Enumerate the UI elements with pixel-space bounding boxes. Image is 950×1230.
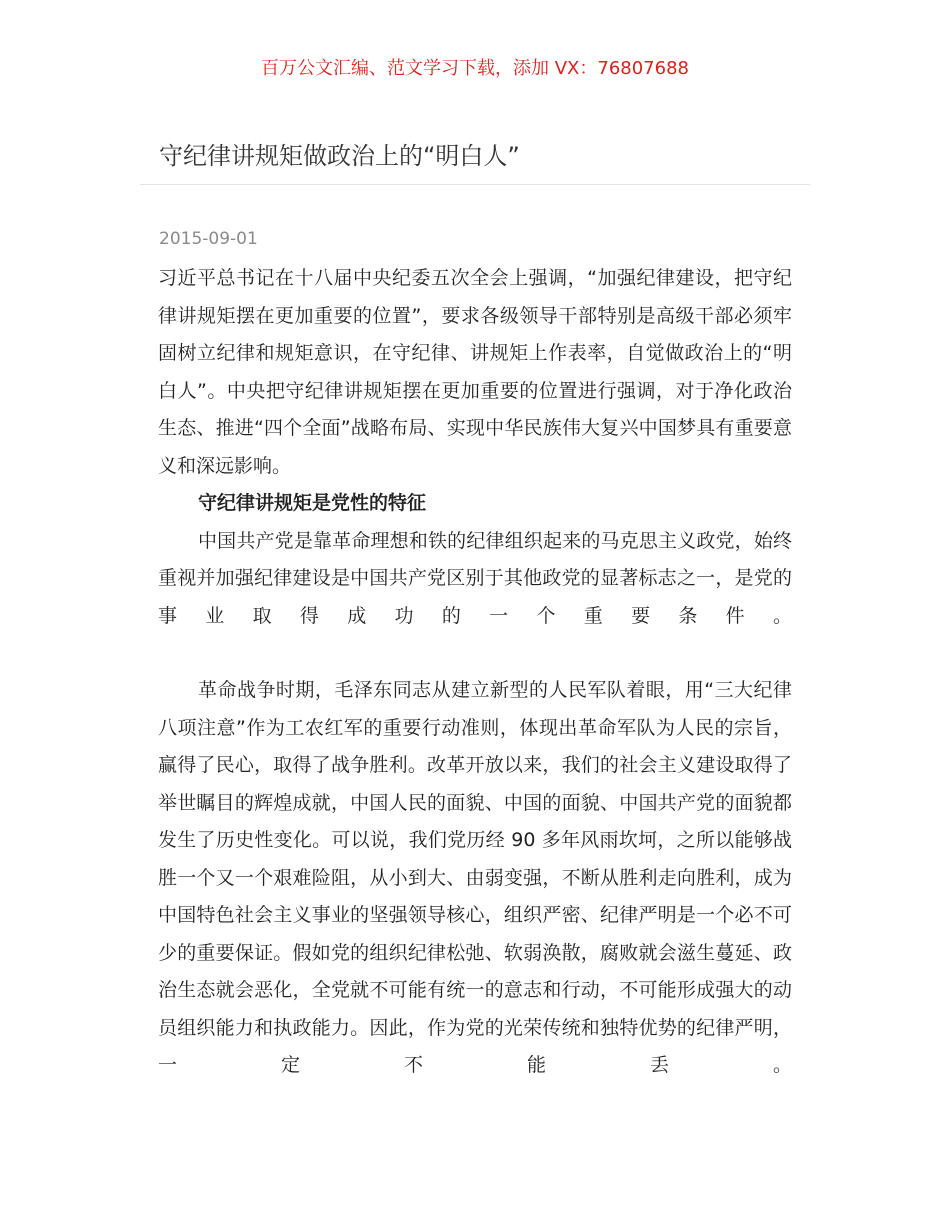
article-title: 守纪律讲规矩做政治上的“明白人” — [159, 142, 520, 170]
publish-date: 2015-09-01 — [159, 229, 258, 249]
article-paragraph-intro: 习近平总书记在十八届中央纪委五次全会上强调，“加强纪律建设，把守纪律讲规矩摆在更加重要的位置”，要求各级领导干部特别是高级干部必须牢固树立纪律和规矩意识，在守纪律、讲规矩上作表率，自觉做政治上的“明白人”。中央把守纪律讲规矩摆在更加重要的位置进行强调，对于净化政治生态、推进“四个全面”战略布局、实现中华民族伟大复兴中国梦具有重要意义和深远影响。 — [158, 267, 792, 477]
article-body — [158, 260, 792, 1085]
title-divider — [140, 184, 810, 185]
article-paragraph: 革命战争时期，毛泽东同志从建立新型的人民军队着眼，用“三大纪律八项注意”作为工农红军的重要行动准则，体现出革命军队为人民的宗旨，赢得了民心，取得了战争胜利。改革开放以来，我们的社会主义建设取得了举世瞩目的辉煌成就，中国人民的面貌、中国的面貌、中国共产党的面貌都发生了历史性变化。可以说，我们党历经 90 多年风雨坎坷，之所以能够战胜一个又一个艰难险阻，从小到大、由弱变强，不断从胜利走向胜利，成为中国特色社会主义事业的坚强领导核心，组织严密、纪律严明是一个必不可少的重要保证。假如党的组织纪律松弛、软弱涣散，腐败就会滋生蔓延、政治生态就会恶化，全党就不可能有统一的意志和行动，不可能形成强大的动员组织能力和执政能力。因此，作为党的光荣传统和独特优势的纪律严明，一定不能丢。 — [158, 679, 792, 1076]
download-banner: 百万公文汇编、范文学习下载，添加 VX：76807688 — [261, 58, 689, 79]
article-paragraph: 中国共产党是靠革命理想和铁的纪律组织起来的马克思主义政党，始终重视并加强纪律建设是中国共产党区别于其他政党的显著标志之一，是党的事业取得成功的一个重要条件。 — [158, 529, 792, 627]
section-heading: 守纪律讲规矩是党性的特征 — [198, 492, 427, 514]
